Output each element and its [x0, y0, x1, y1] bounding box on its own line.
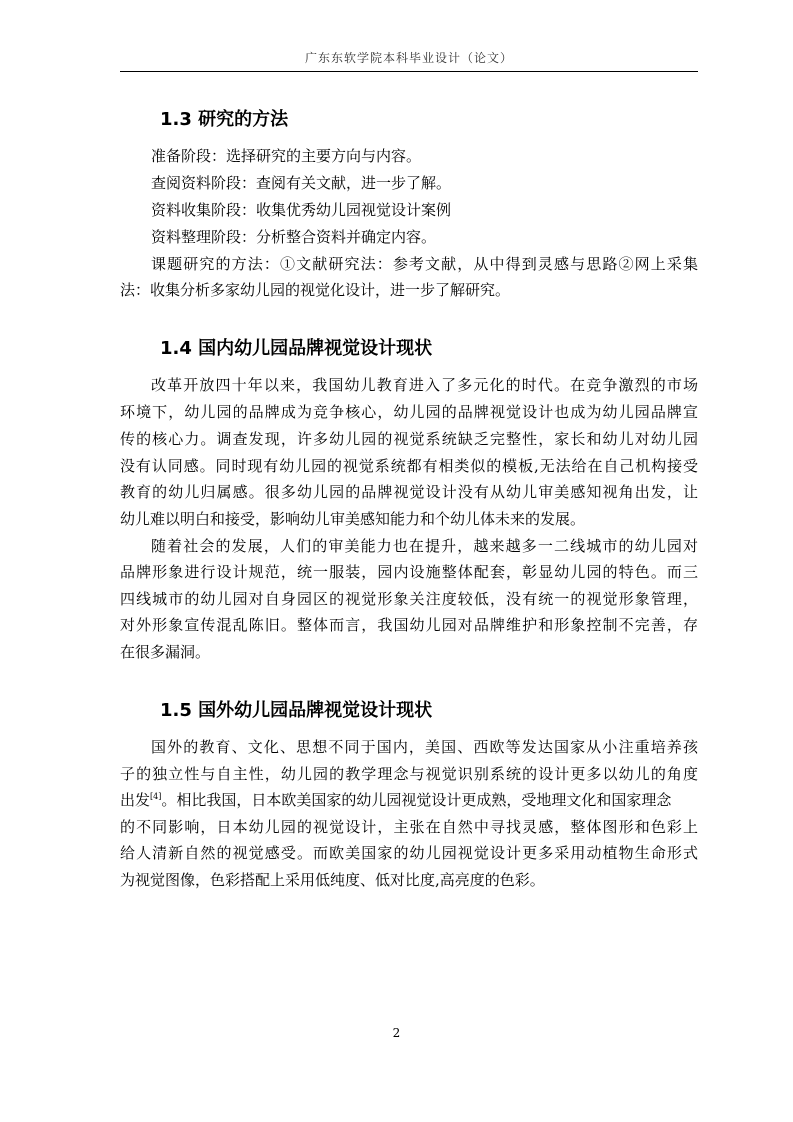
paragraph-line: 传的核心力。调查发现，许多幼儿园的视觉系统缺乏完整性，家长和幼儿对幼儿园: [120, 430, 698, 448]
paragraph-line: 课题研究的方法：①文献研究法：参考文献，从中得到灵感与思路②网上采集: [151, 255, 698, 273]
paragraph-line: 法：收集分析多家幼儿园的视觉化设计，进一步了解研究。: [120, 281, 511, 299]
paragraph-line: 准备阶段：选择研究的主要方向与内容。: [151, 147, 422, 165]
paragraph-line: 改革开放四十年以来，我国幼儿教育进入了多元化的时代。在竞争激烈的市场: [151, 376, 698, 394]
paragraph-line: 没有认同感。同时现有幼儿园的视觉系统都有相类似的模板,无法给在自己机构接受: [120, 457, 698, 475]
paragraph-line: 的不同影响，日本幼儿园的视觉设计，主张在自然中寻找灵感，整体图形和色彩上: [120, 818, 698, 836]
paragraph-line: 在很多漏洞。: [120, 643, 211, 661]
header-rule: [120, 71, 698, 72]
section-heading-1-5: 1.5 国外幼儿园品牌视觉设计现状: [160, 700, 433, 721]
paragraph-line: 教育的幼儿归属感。很多幼儿园的品牌视觉设计没有从幼儿审美感知视角出发，让: [120, 483, 698, 501]
citation-marker: [4]: [150, 792, 162, 801]
paragraph-line: 为视觉图像，色彩搭配上采用低纯度、低对比度,高亮度的色彩。: [120, 871, 545, 889]
paragraph-line: 资料整理阶段：分析整合资料并确定内容。: [151, 228, 437, 246]
paragraph-line: 幼儿难以明白和接受，影响幼儿审美感知能力和个幼儿体未来的发展。: [120, 510, 586, 528]
paragraph-line: 资料收集阶段：收集优秀幼儿园视觉设计案例: [151, 201, 452, 219]
paragraph-line: 环境下，幼儿园的品牌成为竞争核心，幼儿园的品牌视觉设计也成为幼儿园品牌宣: [120, 403, 698, 421]
section-heading-1-3: 1.3 研究的方法: [160, 109, 289, 130]
paragraph-line: 对外形象宣传混乱陈旧。整体而言，我国幼儿园对品牌维护和形象控制不完善，存: [120, 616, 698, 634]
line-text: 。相比我国，日本欧美国家的幼儿园视觉设计更成熟，受地理文化和国家理念: [161, 791, 672, 809]
paragraph-line: 子的独立性与自主性，幼儿园的教学理念与视觉识别系统的设计更多以幼儿的角度: [120, 765, 698, 783]
paragraph-line-with-citation: [120, 789, 698, 810]
paragraph-line: 品牌形象进行设计规范，统一服装，园内设施整体配套，彰显幼儿园的特色。而三: [120, 563, 698, 581]
section-heading-1-4: 1.4 国内幼儿园品牌视觉设计现状: [160, 338, 433, 359]
page-number: 2: [392, 1026, 401, 1040]
paragraph-line: 给人清新自然的视觉感受。而欧美国家的幼儿园视觉设计更多采用动植物生命形式: [120, 844, 698, 862]
paragraph-line: 查阅资料阶段：查阅有关文献，进一步了解。: [151, 174, 452, 192]
paragraph-line: 四线城市的幼儿园对自身园区的视觉形象关注度较低，没有统一的视觉形象管理，: [120, 590, 698, 608]
line-text: 出发: [120, 791, 151, 809]
paragraph-line: 随着社会的发展，人们的审美能力也在提升，越来越多一二线城市的幼儿园对: [151, 537, 698, 555]
running-header: 广东东软学院本科毕业设计（论文）: [304, 51, 513, 65]
paragraph-line: 国外的教育、文化、思想不同于国内，美国、西欧等发达国家从小注重培养孩: [151, 738, 698, 756]
